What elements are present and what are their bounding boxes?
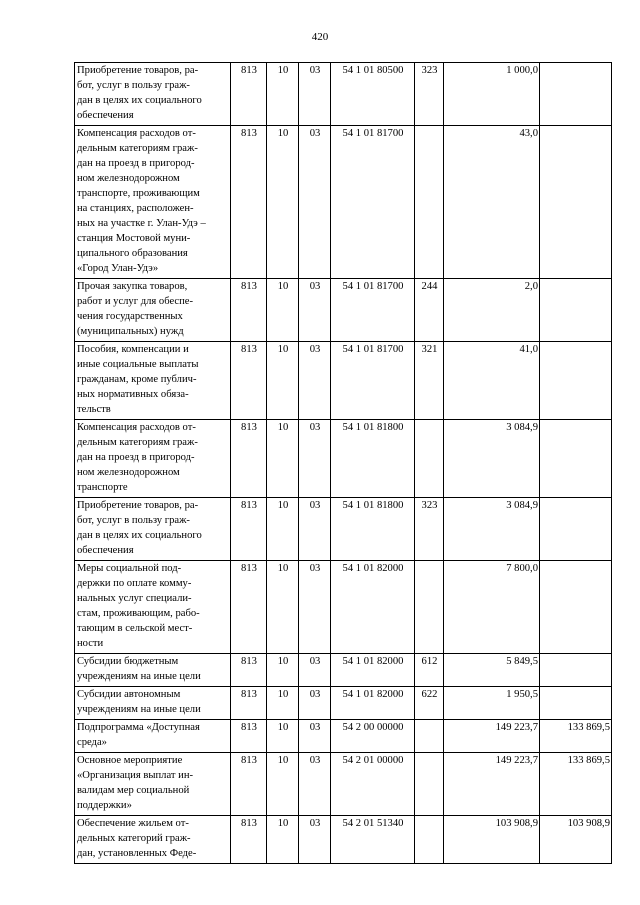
cell-ministry: 813 <box>231 420 267 498</box>
cell-target-article: 54 2 01 00000 <box>331 753 415 816</box>
cell-target-article: 54 1 01 81800 <box>331 498 415 561</box>
cell-subsection: 03 <box>299 279 331 342</box>
cell-amount: 149 223,7 <box>444 753 540 816</box>
cell-ministry: 813 <box>231 561 267 654</box>
cell-amount-2 <box>540 342 612 420</box>
cell-target-article: 54 1 01 82000 <box>331 654 415 687</box>
cell-amount: 3 084,9 <box>444 498 540 561</box>
cell-amount-2 <box>540 687 612 720</box>
cell-subsection: 03 <box>299 63 331 126</box>
cell-name-line: Компенсация расходов от- <box>77 128 196 139</box>
cell-name-line: ных на участке г. Улан-Удэ – <box>77 218 206 229</box>
cell-amount: 103 908,9 <box>444 816 540 864</box>
cell-name-line: держки по оплате комму- <box>77 578 192 589</box>
cell-amount: 2,0 <box>444 279 540 342</box>
cell-target-article: 54 1 01 82000 <box>331 687 415 720</box>
cell-amount-2 <box>540 420 612 498</box>
cell-name-line: дан в целях их социального <box>77 95 202 106</box>
cell-name-line: «Организация выплат ин- <box>77 770 194 781</box>
cell-name-line: бот, услуг в пользу граж- <box>77 80 190 91</box>
cell-name-line: транспорте <box>77 482 128 493</box>
cell-name-line: ном железнодорожном <box>77 467 180 478</box>
cell-section: 10 <box>267 342 299 420</box>
cell-expense-type: 323 <box>415 63 444 126</box>
cell-name-line: дельных категорий граж- <box>77 833 191 844</box>
cell-target-article: 54 1 01 80500 <box>331 63 415 126</box>
cell-expense-type: 622 <box>415 687 444 720</box>
cell-name-line: среда» <box>77 737 107 748</box>
cell-subsection: 03 <box>299 561 331 654</box>
cell-target-article: 54 1 01 81800 <box>331 420 415 498</box>
cell-amount-2 <box>540 654 612 687</box>
table-row <box>75 342 612 420</box>
table-row <box>75 561 612 654</box>
cell-amount: 7 800,0 <box>444 561 540 654</box>
cell-name-line: учреждениям на иные цели <box>77 671 201 682</box>
cell-name <box>75 420 231 498</box>
cell-ministry: 813 <box>231 816 267 864</box>
cell-name-line: дан на проезд в пригород- <box>77 158 195 169</box>
cell-name-line: Прочая закупка товаров, <box>77 281 188 292</box>
cell-name-line: Субсидии автономным <box>77 689 181 700</box>
cell-name <box>75 279 231 342</box>
cell-section: 10 <box>267 816 299 864</box>
cell-name-line: обеспечения <box>77 545 134 556</box>
cell-section: 10 <box>267 654 299 687</box>
cell-target-article: 54 2 01 51340 <box>331 816 415 864</box>
cell-name-line: Приобретение товаров, ра- <box>77 500 199 511</box>
cell-amount-2: 103 908,9 <box>540 816 612 864</box>
cell-amount-2: 133 869,5 <box>540 720 612 753</box>
cell-name-line: тающим в сельской мест- <box>77 623 193 634</box>
cell-section: 10 <box>267 279 299 342</box>
cell-target-article: 54 2 00 00000 <box>331 720 415 753</box>
cell-expense-type <box>415 720 444 753</box>
cell-subsection: 03 <box>299 816 331 864</box>
cell-section: 10 <box>267 498 299 561</box>
cell-amount-2 <box>540 498 612 561</box>
cell-ministry: 813 <box>231 654 267 687</box>
cell-amount: 5 849,5 <box>444 654 540 687</box>
cell-name <box>75 342 231 420</box>
cell-expense-type: 321 <box>415 342 444 420</box>
cell-name-line: чения государственных <box>77 311 183 322</box>
cell-expense-type: 612 <box>415 654 444 687</box>
cell-expense-type: 323 <box>415 498 444 561</box>
cell-name-line: Субсидии бюджетным <box>77 656 179 667</box>
cell-amount: 41,0 <box>444 342 540 420</box>
cell-name-line: бот, услуг в пользу граж- <box>77 515 190 526</box>
cell-name-line: ципального образования <box>77 248 188 259</box>
cell-expense-type <box>415 126 444 279</box>
cell-expense-type <box>415 420 444 498</box>
cell-name-line: ных нормативных обяза- <box>77 389 189 400</box>
cell-name <box>75 753 231 816</box>
table-row <box>75 753 612 816</box>
cell-name-line: транспорте, проживающим <box>77 188 200 199</box>
cell-name-line: Пособия, компенсации и <box>77 344 189 355</box>
table-row <box>75 63 612 126</box>
cell-section: 10 <box>267 687 299 720</box>
cell-name <box>75 816 231 864</box>
cell-name <box>75 720 231 753</box>
cell-name <box>75 498 231 561</box>
cell-target-article: 54 1 01 82000 <box>331 561 415 654</box>
cell-ministry: 813 <box>231 126 267 279</box>
cell-amount: 149 223,7 <box>444 720 540 753</box>
cell-subsection: 03 <box>299 687 331 720</box>
cell-ministry: 813 <box>231 720 267 753</box>
cell-name-line: Основное мероприятие <box>77 755 183 766</box>
cell-subsection: 03 <box>299 126 331 279</box>
cell-name-line: дан на проезд в пригород- <box>77 452 195 463</box>
cell-subsection: 03 <box>299 420 331 498</box>
cell-name-line: на станциях, расположен- <box>77 203 194 214</box>
cell-section: 10 <box>267 561 299 654</box>
cell-ministry: 813 <box>231 63 267 126</box>
cell-amount-2 <box>540 63 612 126</box>
table-row <box>75 687 612 720</box>
cell-ministry: 813 <box>231 498 267 561</box>
cell-section: 10 <box>267 720 299 753</box>
cell-amount: 3 084,9 <box>444 420 540 498</box>
table-row <box>75 279 612 342</box>
cell-subsection: 03 <box>299 342 331 420</box>
cell-section: 10 <box>267 753 299 816</box>
budget-table <box>74 62 612 864</box>
table-body <box>75 63 612 864</box>
cell-name-line: Меры социальной под- <box>77 563 182 574</box>
cell-subsection: 03 <box>299 720 331 753</box>
cell-name-line: работ и услуг для обеспе- <box>77 296 194 307</box>
table-row <box>75 720 612 753</box>
cell-name <box>75 63 231 126</box>
table-row <box>75 498 612 561</box>
cell-amount-2: 133 869,5 <box>540 753 612 816</box>
cell-name <box>75 561 231 654</box>
cell-subsection: 03 <box>299 753 331 816</box>
cell-amount: 1 950,5 <box>444 687 540 720</box>
cell-ministry: 813 <box>231 753 267 816</box>
cell-name-line: дельным категориям граж- <box>77 143 198 154</box>
cell-name <box>75 687 231 720</box>
cell-name-line: ном железнодорожном <box>77 173 180 184</box>
cell-name-line: стам, проживающим, рабо- <box>77 608 200 619</box>
cell-ministry: 813 <box>231 342 267 420</box>
cell-section: 10 <box>267 126 299 279</box>
cell-name-line: «Город Улан-Удэ» <box>77 263 159 274</box>
cell-amount-2 <box>540 279 612 342</box>
cell-name-line: ности <box>77 638 104 649</box>
cell-section: 10 <box>267 420 299 498</box>
page-number: 420 <box>311 31 329 43</box>
cell-amount-2 <box>540 126 612 279</box>
cell-expense-type <box>415 561 444 654</box>
cell-amount-2 <box>540 561 612 654</box>
cell-target-article: 54 1 01 81700 <box>331 279 415 342</box>
cell-name-line: учреждениям на иные цели <box>77 704 201 715</box>
cell-name-line: Приобретение товаров, ра- <box>77 65 199 76</box>
cell-name-line: Обеспечение жильем от- <box>77 818 189 829</box>
cell-name-line: дан, установленных Феде- <box>77 848 197 859</box>
cell-name-line: поддержки» <box>77 800 132 811</box>
cell-name-line: тельств <box>77 404 111 415</box>
cell-name-line: (муниципальных) нужд <box>77 326 184 337</box>
cell-name-line: обеспечения <box>77 110 134 121</box>
cell-subsection: 03 <box>299 498 331 561</box>
table-row <box>75 126 612 279</box>
cell-name-line: дан в целях их социального <box>77 530 202 541</box>
cell-name-line: валидам мер социальной <box>77 785 190 796</box>
table-row <box>75 420 612 498</box>
cell-target-article: 54 1 01 81700 <box>331 126 415 279</box>
table-row <box>75 654 612 687</box>
cell-expense-type: 244 <box>415 279 444 342</box>
cell-subsection: 03 <box>299 654 331 687</box>
cell-name-line: гражданам, кроме публич- <box>77 374 197 385</box>
cell-ministry: 813 <box>231 279 267 342</box>
cell-expense-type <box>415 753 444 816</box>
cell-target-article: 54 1 01 81700 <box>331 342 415 420</box>
cell-name <box>75 654 231 687</box>
cell-name-line: станция Мостовой муни- <box>77 233 191 244</box>
cell-name-line: дельным категориям граж- <box>77 437 198 448</box>
table-row <box>75 816 612 864</box>
cell-name <box>75 126 231 279</box>
cell-section: 10 <box>267 63 299 126</box>
cell-name-line: Компенсация расходов от- <box>77 422 196 433</box>
cell-ministry: 813 <box>231 687 267 720</box>
cell-amount: 43,0 <box>444 126 540 279</box>
cell-name-line: нальных услуг специали- <box>77 593 192 604</box>
cell-amount: 1 000,0 <box>444 63 540 126</box>
cell-expense-type <box>415 816 444 864</box>
cell-name-line: иные социальные выплаты <box>77 359 199 370</box>
cell-name-line: Подпрограмма «Доступная <box>77 722 200 733</box>
